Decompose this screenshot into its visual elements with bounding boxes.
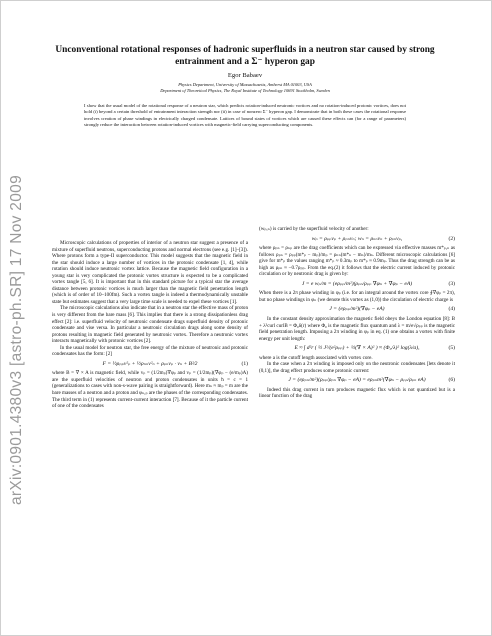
equation-body: wₚ = ρₚₚvₚ + ρₚₙvₙ; wₙ = ρₙₙvₙ + ρₚₙvₚ, bbox=[311, 235, 403, 242]
affiliation-line: Physics Department, University of Massachusetts, Amherst MA 01003, USA bbox=[178, 82, 312, 87]
paragraph: (wₚ,ₙ) is carried by the superfluid velocity of another: bbox=[259, 226, 369, 232]
paragraph: Microscopic calculations of properties of interior of a neutron star suggest a presence of a mixture of superfluid neutrons, superconducting protons and normal electrons (see e.g. [1]–[3]). Where protons form a type-II superconductor. This model suggests that the magnetic field in the star should induce a large number of vortices in the protonic condensate [1, 4], while rotation should induce neutronic vortex lattice. Because the magnetic field configuration in a young star is very complicated the protonic vortex structure is expected to be a complicated vortex tangle [5, 6]. It is important that in this standard picture for a typical star the average distance between protonic vortices is much larger than the magnetic field penetration length (which is of order of 10–100fm). Such a vortex tangle is indeed a thermodynamically unstable state but estimates suggest that a very large time scale is needed to expel these vortices [1]. bbox=[52, 240, 248, 305]
equation-body: E ≈ ∫ d²r ( ½ J²/(e²ρₚₚ) + ½(∇ × A)² ) ≈ (Φ₀/λ)² log(λ/a), bbox=[294, 345, 420, 352]
paragraph: In the usual model for neutron star, the free energy of the mixture of neutronic and protonic condensates has the form: [2] bbox=[52, 344, 248, 358]
equation-number: (6) bbox=[448, 377, 455, 384]
paper-author: Egor Babaev bbox=[227, 72, 263, 79]
paragraph: The microscopic calculations also indicate that in a neutron star the effective mass of proton is very different from the bare mass [6]. This implies that there is a strong dissipationless drag effect [2]: i.e. superfluid velocity of neutronic condensate drags superfluid density of protonic condensate and vise versa. In particular a neutronic circulation drags along some density of protons resulting in magnetic field generated by neutronic vortex. Therefore a neutronic vortex interacts magnetically with protonic vortices [2]. bbox=[52, 305, 248, 345]
arxiv-identifier-stamp bbox=[2, 170, 32, 510]
arxiv-identifier: arXiv:0901.4380v3 [astro-ph.SR] 17 Nov 2009 bbox=[8, 175, 26, 505]
paragraph: where ρₚₙ = ρₙₚ are the drag coefficients which can be expressed via effective masses m*ₚ,ₙ as follows ρₚₙ = ρₚₚ(m*ₚ − mₚ)/mₚ = ρₙₙ(m*ₙ − mₙ)/mₙ. Different microscopic calculations [6] give for m*ₚ the values ranging m*ₚ ≈ 0.3mₚ to m*ₚ ≈ 0.9mₚ. Thus the drag strength can be as high as ρₚₙ ≈ −0.7ρₚₚ. From the eq.(2) it follows that the electric current induced by protonic circulation or by neutronic drag is given by: bbox=[259, 245, 455, 278]
equation bbox=[259, 374, 455, 387]
author-affiliations bbox=[40, 82, 450, 94]
abstract: I show that the usual model of the rotational response of a neutron star, which predicts rotation-induced neutronic vortices and no rotation-induced protonic vortices, does not hold (i) beyond a certain threshold of entrainment interaction strength nor (ii) in case of nonzero Σ⁻ hyperon gap. I demonstrate that in both these cases the rotational response involves creation of phase windings in electrically charged condensate. Lattices of bound states of vortices which are caused these effects can (for a range of parameters) strongly reduce the interaction between rotation-induced vortices with magnetic-field carrying superconducting components. bbox=[84, 103, 406, 127]
affiliation-line: Department of Theoretical Physics, The Royal Institute of Technology 10691 Stockholm, Sweden bbox=[160, 88, 330, 93]
equation-body: F = ½ρₚₚv²ₚ + ½ρₙₙv²ₙ + ρₚₙvₚ · vₙ + B²⁄2 bbox=[102, 360, 198, 367]
equation-body: J = (eρₚₙ/m²)(ρₚₚ/ρₚₙ ∇φₚ − eA) = eρₚₙm²(∇φₙ − ρₚₚ/ρₚₙ eA) bbox=[288, 377, 426, 384]
equation-number: (2) bbox=[448, 235, 455, 242]
paragraph: When there is a 2π phase winding in φₚ (i.e. for an integral around the vortex core ∮∇φₚ = 2π), but no phase windings in φₙ (we denote this vortex as (1,0)) the circulation of electric charge is bbox=[259, 290, 455, 303]
equation-number: (1) bbox=[241, 360, 248, 367]
paragraph: where a is the cutoff length associated with vortex core. bbox=[259, 354, 373, 361]
paragraph: Indeed this drag current in turn produces magnetic flux which is not quantized but is a linear function of the drag bbox=[259, 386, 455, 400]
equation bbox=[259, 233, 455, 246]
equation-number: (4) bbox=[448, 306, 455, 313]
equation-number: (5) bbox=[448, 345, 455, 352]
equation-number: (3) bbox=[448, 280, 455, 287]
paragraph: where B = ∇ × A is magnetic field, while vₚ = (1/2mₚ)∇φₚ and vₚ = (1/2mₚ)(∇φₚ − (e/mₚ)A) are the superfluid velocities of neutron and proton condensates in units ħ = c = 1 (generalizations to cases with non-s-wave pairing is straightforward). Here mₙ ≈ mₚ = m are the bare masses of a neutron and a proton and φₙ,ₚ are the phases of the corresponding condensates. The third term in (1) represents current-current interaction [7]. Because of it the particle current of one of the condensates bbox=[52, 370, 248, 410]
right-column bbox=[259, 226, 455, 400]
equation bbox=[259, 342, 455, 355]
paragraph: In the case when a 2π winding is imposed only on the neutronic condensates [lets denote it (0,1)], the drag effect produces some protonic current: bbox=[259, 361, 455, 374]
paper-title: Unconventional rotational responses of hadronic superfluids in a neutron star caused by strong entrainment and a Σ⁻ hyperon gap bbox=[55, 45, 435, 67]
equation-body: J = e wₚ/m = (eρₚₚ/m²)(ρₚₙ/ρₚₚ ∇φₙ + ∇φₚ − eA) bbox=[301, 280, 413, 287]
equation bbox=[259, 278, 455, 291]
equation bbox=[52, 358, 248, 371]
left-column bbox=[52, 240, 248, 410]
paragraph: In the constant density approximation the magnetic field obeys the London equation [8]: B + λ²curl curlB = Φ₀δ(r) where Φ₀ is the magnetic flux quantum and λ = m/e√ρₚₚ is the magnetic field penetration length. Imposing a 2π winding in φₚ in eq. (1) one obtains a vortex with finite energy per unit length: bbox=[259, 316, 455, 342]
equation bbox=[259, 303, 455, 316]
equation-body: J = (eρₚₚ/m²)(∇φₚ − eA) bbox=[329, 306, 385, 313]
